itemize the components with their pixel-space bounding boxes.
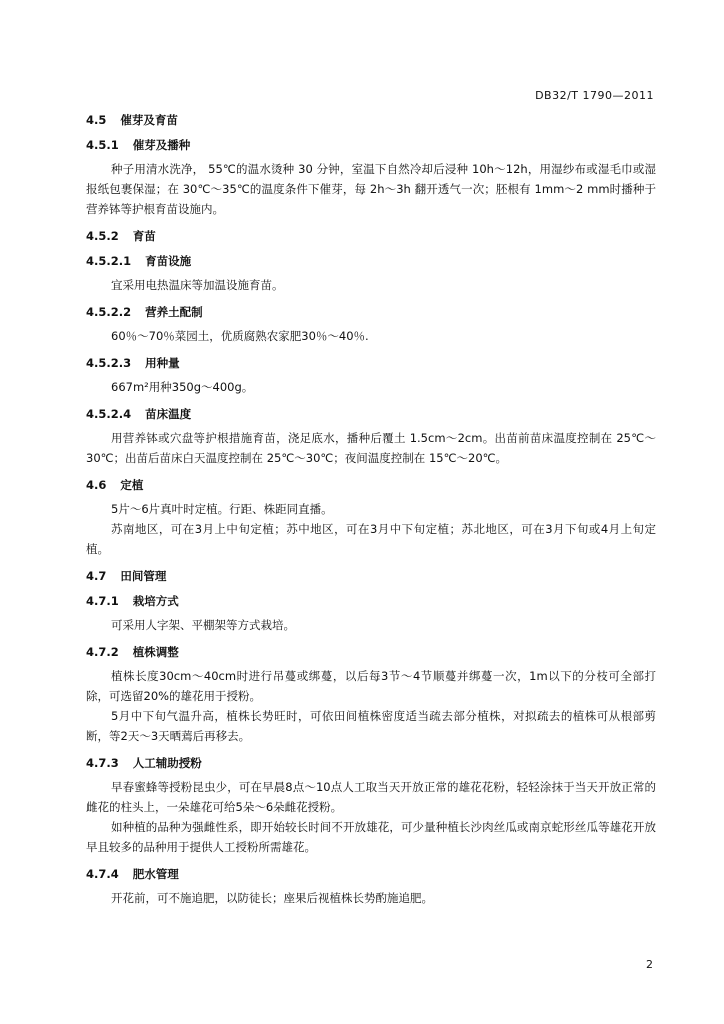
- document-body: [86, 112, 656, 908]
- heading-title: 苗床温度: [145, 407, 192, 421]
- paragraph-hand-pollination: 早春蜜蜂等授粉昆虫少，可在早晨8点～10点人工取当天开放正常的雄花花粉，轻轻涂抹于当天开放正常的雌花的柱头上，一朵雄花可给5朵～6朵雌花授粉。: [86, 780, 656, 814]
- heading-4-5-2-3: [86, 355, 656, 371]
- paragraph-gynoecious-variety: 如种植的品种为强雌性系，即开始较长时间不开放雄花，可少量种植长沙肉丝瓜或南京蛇形丝瓜等雄花开放早且较多的品种用于提供人工授粉所需雄花。: [86, 820, 656, 854]
- heading-title: 植株调整: [132, 645, 179, 659]
- heading-title: 育苗: [132, 229, 156, 243]
- heading-4-7-1: [86, 593, 656, 609]
- paragraph-nutrient-soil: 60％～70％菜园土，优质腐熟农家肥30％～40％.: [111, 329, 369, 343]
- page-number: 2: [646, 958, 653, 971]
- heading-4-5-2: [86, 228, 656, 244]
- heading-number: 4.6: [86, 478, 107, 492]
- heading-title: 育苗设施: [145, 254, 192, 268]
- paragraph-cultivation-method: 可采用人字架、平棚架等方式栽培。: [111, 618, 295, 632]
- heading-title: 栽培方式: [132, 594, 179, 608]
- heading-4-7-4: [86, 866, 656, 882]
- heading-number: 4.5: [86, 113, 107, 127]
- paragraph-thinning: 5月中下旬气温升高，植株长势旺时，可依田间植株密度适当疏去部分植株，对拟疏去的植株可从根部剪断，等2天～3天晒蔫后再移去。: [86, 709, 656, 743]
- heading-4-7-3: [86, 755, 656, 771]
- heading-title: 营养土配制: [145, 305, 203, 319]
- heading-number: 4.5.2.3: [86, 356, 132, 370]
- heading-4-5-2-4: [86, 406, 656, 422]
- heading-4-6: [86, 477, 656, 493]
- heading-title: 定植: [120, 478, 144, 492]
- paragraph-seedling-facility: 宜采用电热温床等加温设施育苗。: [111, 278, 284, 292]
- document-code: DB32/T 1790—2011: [535, 89, 654, 102]
- heading-4-7-2: [86, 644, 656, 660]
- heading-title: 催芽及育苗: [120, 113, 178, 127]
- heading-4-5-1: [86, 137, 656, 153]
- heading-number: 4.5.1: [86, 138, 119, 152]
- heading-4-5: [86, 112, 656, 128]
- heading-4-7: [86, 568, 656, 584]
- paragraph-transplant-leaves: 5片～6片真叶时定植。行距、株距同直播。: [111, 502, 333, 516]
- paragraph-transplant-regions: 苏南地区，可在3月上中旬定植；苏中地区，可在3月中下旬定植；苏北地区，可在3月下旬或4月上旬定植。: [86, 522, 656, 556]
- heading-title: 肥水管理: [132, 867, 179, 881]
- heading-number: 4.5.2: [86, 229, 119, 243]
- heading-number: 4.7.2: [86, 645, 119, 659]
- heading-number: 4.5.2.4: [86, 407, 132, 421]
- paragraph-vine-training: 植株长度30cm～40cm时进行吊蔓或绑蔓，以后每3节～4节顺蔓并绑蔓一次，1m以下的分枝可全部打除，可选留20%的雄花用于授粉。: [86, 669, 656, 703]
- heading-title: 用种量: [145, 356, 180, 370]
- heading-4-5-2-2: [86, 304, 656, 320]
- paragraph-fertilizer: 开花前，可不施追肥，以防徒长；座果后视植株长势酌施追肥。: [111, 891, 433, 905]
- paragraph-bed-temperature: 用营养钵或穴盘等护根措施育苗，浇足底水，播种后覆土 1.5cm～2cm。出苗前苗床温度控制在 25℃～30℃；出苗后苗床白天温度控制在 25℃～30℃；夜间温度控制在 15℃～20℃。: [86, 431, 656, 465]
- heading-number: 4.7.1: [86, 594, 119, 608]
- heading-title: 田间管理: [120, 569, 167, 583]
- heading-number: 4.5.2.1: [86, 254, 132, 268]
- paragraph-germination: 种子用清水洗净， 55℃的温水烫种 30 分钟，室温下自然冷却后浸种 10h～12h，用湿纱布或湿毛巾或湿报纸包裹保湿；在 30℃～35℃的温度条件下催芽，每 2h～3h 翻开透气一次；胚根有 1mm～2 mm时播种于营养钵等护根育苗设施内。: [86, 162, 656, 216]
- heading-number: 4.7: [86, 569, 107, 583]
- heading-number: 4.5.2.2: [86, 305, 132, 319]
- heading-number: 4.7.3: [86, 756, 119, 770]
- heading-title: 催芽及播种: [132, 138, 191, 152]
- heading-title: 人工辅助授粉: [132, 756, 202, 770]
- paragraph-seed-amount: 667m²用种350g～400g。: [111, 380, 254, 394]
- heading-number: 4.7.4: [86, 867, 119, 881]
- heading-4-5-2-1: [86, 253, 656, 269]
